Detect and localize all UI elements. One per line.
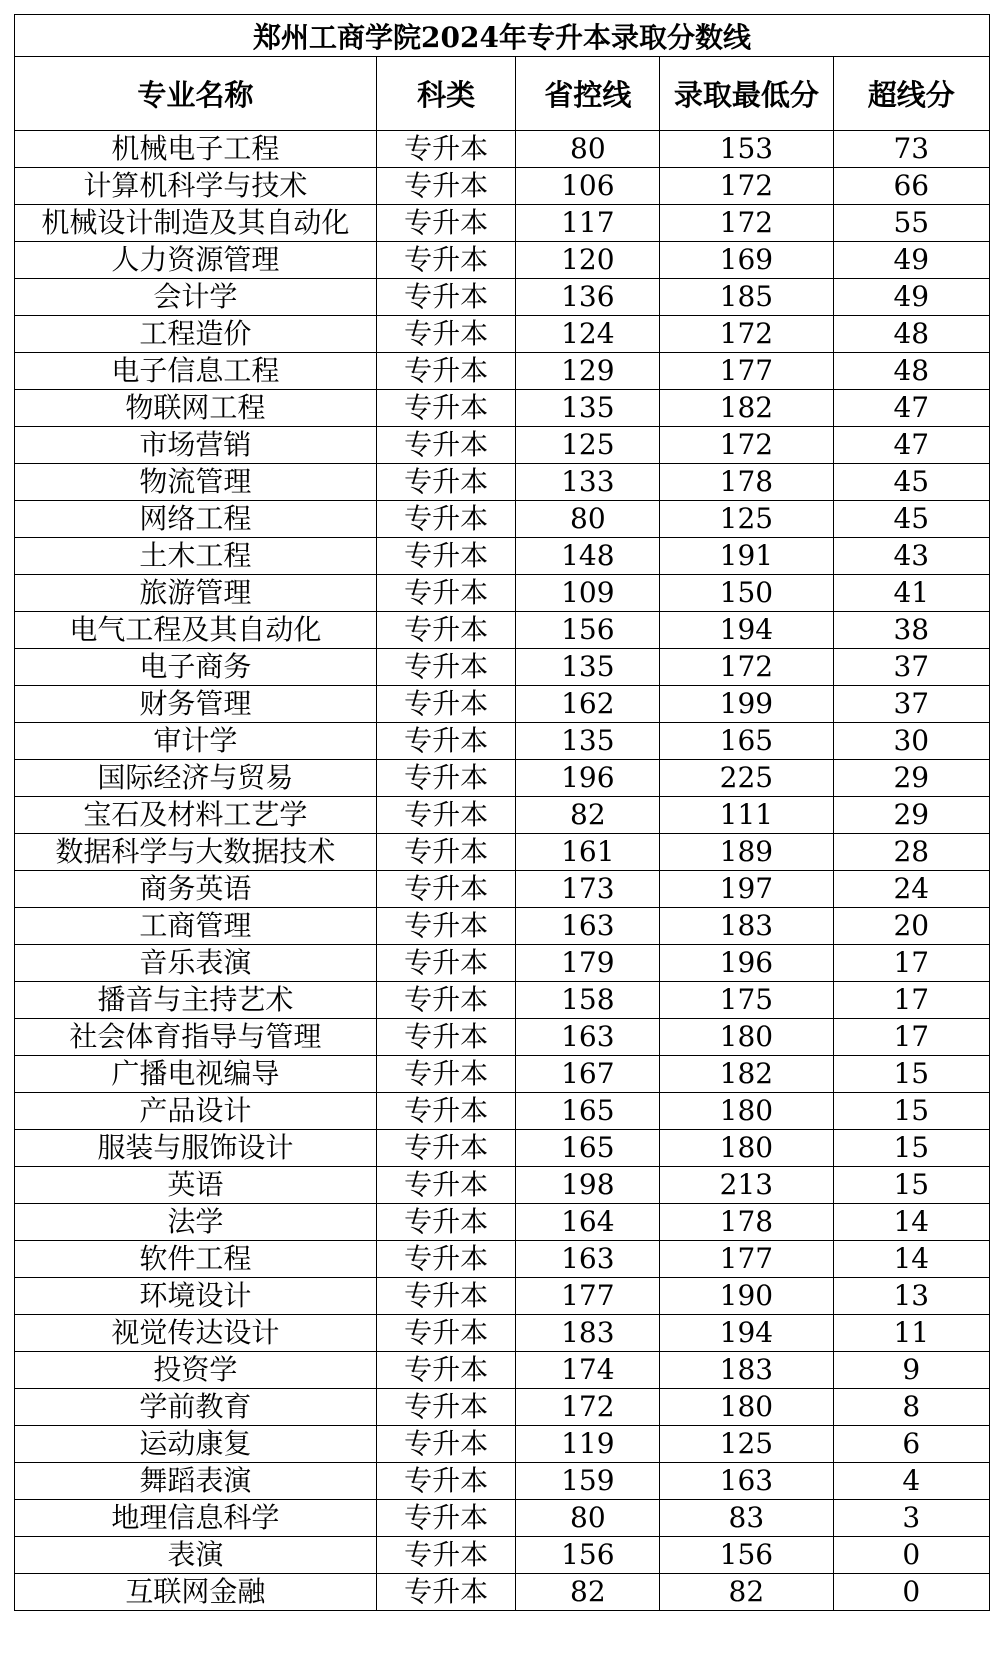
cell-major-name: 表演 <box>15 1537 377 1574</box>
cell-control-line: 136 <box>516 279 660 316</box>
cell-category: 专升本 <box>376 1167 516 1204</box>
table-row <box>15 686 990 723</box>
table-row <box>15 427 990 464</box>
cell-min-score: 177 <box>660 1241 833 1278</box>
cell-over-score: 24 <box>833 871 989 908</box>
cell-category: 专升本 <box>376 205 516 242</box>
cell-control-line: 173 <box>516 871 660 908</box>
table-row <box>15 1426 990 1463</box>
cell-over-score: 15 <box>833 1167 989 1204</box>
table-row <box>15 760 990 797</box>
cell-category: 专升本 <box>376 1574 516 1611</box>
cell-min-score: 178 <box>660 1204 833 1241</box>
cell-category: 专升本 <box>376 1389 516 1426</box>
cell-major-name: 市场营销 <box>15 427 377 464</box>
cell-major-name: 人力资源管理 <box>15 242 377 279</box>
table-row <box>15 538 990 575</box>
cell-category: 专升本 <box>376 1241 516 1278</box>
cell-major-name: 广播电视编导 <box>15 1056 377 1093</box>
header-min-score: 录取最低分 <box>660 57 833 131</box>
cell-control-line: 163 <box>516 1241 660 1278</box>
cell-control-line: 164 <box>516 1204 660 1241</box>
table-row <box>15 1463 990 1500</box>
table-row <box>15 1278 990 1315</box>
cell-over-score: 38 <box>833 612 989 649</box>
cell-category: 专升本 <box>376 723 516 760</box>
cell-min-score: 197 <box>660 871 833 908</box>
cell-over-score: 11 <box>833 1315 989 1352</box>
table-row <box>15 168 990 205</box>
table-row <box>15 1389 990 1426</box>
table-body <box>15 15 990 1611</box>
table-row <box>15 1537 990 1574</box>
cell-over-score: 73 <box>833 131 989 168</box>
cell-min-score: 180 <box>660 1093 833 1130</box>
cell-category: 专升本 <box>376 1056 516 1093</box>
cell-major-name: 物流管理 <box>15 464 377 501</box>
cell-control-line: 148 <box>516 538 660 575</box>
cell-major-name: 学前教育 <box>15 1389 377 1426</box>
table-row <box>15 353 990 390</box>
cell-min-score: 185 <box>660 279 833 316</box>
cell-major-name: 法学 <box>15 1204 377 1241</box>
cell-control-line: 80 <box>516 1500 660 1537</box>
table-row <box>15 908 990 945</box>
cell-min-score: 172 <box>660 168 833 205</box>
cell-major-name: 环境设计 <box>15 1278 377 1315</box>
cell-control-line: 82 <box>516 1574 660 1611</box>
table-row <box>15 612 990 649</box>
table-row <box>15 464 990 501</box>
cell-major-name: 舞蹈表演 <box>15 1463 377 1500</box>
cell-major-name: 机械电子工程 <box>15 131 377 168</box>
header-control-line: 省控线 <box>516 57 660 131</box>
header-over-score: 超线分 <box>833 57 989 131</box>
cell-over-score: 47 <box>833 427 989 464</box>
cell-control-line: 172 <box>516 1389 660 1426</box>
cell-major-name: 旅游管理 <box>15 575 377 612</box>
cell-min-score: 183 <box>660 908 833 945</box>
cell-major-name: 电子信息工程 <box>15 353 377 390</box>
cell-category: 专升本 <box>376 168 516 205</box>
title-row <box>15 15 990 57</box>
cell-major-name: 计算机科学与技术 <box>15 168 377 205</box>
cell-major-name: 社会体育指导与管理 <box>15 1019 377 1056</box>
cell-over-score: 17 <box>833 1019 989 1056</box>
cell-control-line: 156 <box>516 1537 660 1574</box>
cell-min-score: 194 <box>660 612 833 649</box>
cell-category: 专升本 <box>376 686 516 723</box>
cell-control-line: 179 <box>516 945 660 982</box>
cell-control-line: 82 <box>516 797 660 834</box>
table-row <box>15 834 990 871</box>
cell-category: 专升本 <box>376 871 516 908</box>
cell-category: 专升本 <box>376 1204 516 1241</box>
cell-category: 专升本 <box>376 279 516 316</box>
cell-control-line: 196 <box>516 760 660 797</box>
cell-min-score: 189 <box>660 834 833 871</box>
cell-control-line: 80 <box>516 501 660 538</box>
cell-min-score: 180 <box>660 1019 833 1056</box>
cell-category: 专升本 <box>376 1130 516 1167</box>
cell-category: 专升本 <box>376 464 516 501</box>
cell-category: 专升本 <box>376 834 516 871</box>
cell-control-line: 163 <box>516 1019 660 1056</box>
table-row <box>15 1204 990 1241</box>
cell-major-name: 地理信息科学 <box>15 1500 377 1537</box>
cell-control-line: 162 <box>516 686 660 723</box>
cell-control-line: 133 <box>516 464 660 501</box>
cell-min-score: 213 <box>660 1167 833 1204</box>
cell-major-name: 视觉传达设计 <box>15 1315 377 1352</box>
cell-min-score: 125 <box>660 1426 833 1463</box>
table-row <box>15 1352 990 1389</box>
cell-category: 专升本 <box>376 1019 516 1056</box>
cell-over-score: 15 <box>833 1056 989 1093</box>
header-name: 专业名称 <box>15 57 377 131</box>
cell-min-score: 153 <box>660 131 833 168</box>
cell-over-score: 3 <box>833 1500 989 1537</box>
table-row <box>15 1167 990 1204</box>
table-row <box>15 1056 990 1093</box>
cell-over-score: 6 <box>833 1426 989 1463</box>
cell-major-name: 土木工程 <box>15 538 377 575</box>
table-row <box>15 575 990 612</box>
cell-category: 专升本 <box>376 649 516 686</box>
cell-category: 专升本 <box>376 353 516 390</box>
cell-over-score: 48 <box>833 316 989 353</box>
cell-over-score: 43 <box>833 538 989 575</box>
cell-major-name: 机械设计制造及其自动化 <box>15 205 377 242</box>
table-row <box>15 1500 990 1537</box>
table-row <box>15 242 990 279</box>
cell-min-score: 180 <box>660 1130 833 1167</box>
table-row <box>15 205 990 242</box>
cell-category: 专升本 <box>376 982 516 1019</box>
cell-control-line: 135 <box>516 723 660 760</box>
cell-over-score: 20 <box>833 908 989 945</box>
cell-category: 专升本 <box>376 908 516 945</box>
cell-category: 专升本 <box>376 945 516 982</box>
header-row <box>15 57 990 131</box>
cell-over-score: 17 <box>833 945 989 982</box>
cell-control-line: 124 <box>516 316 660 353</box>
cell-control-line: 135 <box>516 649 660 686</box>
cell-control-line: 198 <box>516 1167 660 1204</box>
cell-min-score: 156 <box>660 1537 833 1574</box>
cell-min-score: 175 <box>660 982 833 1019</box>
cell-major-name: 工程造价 <box>15 316 377 353</box>
table-row <box>15 1093 990 1130</box>
cell-over-score: 13 <box>833 1278 989 1315</box>
cell-min-score: 190 <box>660 1278 833 1315</box>
cell-over-score: 29 <box>833 760 989 797</box>
table-row <box>15 1574 990 1611</box>
cell-major-name: 商务英语 <box>15 871 377 908</box>
cell-category: 专升本 <box>376 575 516 612</box>
cell-over-score: 9 <box>833 1352 989 1389</box>
cell-major-name: 会计学 <box>15 279 377 316</box>
cell-category: 专升本 <box>376 1315 516 1352</box>
cell-min-score: 182 <box>660 1056 833 1093</box>
cell-min-score: 165 <box>660 723 833 760</box>
cell-over-score: 8 <box>833 1389 989 1426</box>
table-row <box>15 131 990 168</box>
cell-category: 专升本 <box>376 1500 516 1537</box>
table-row <box>15 982 990 1019</box>
table-row <box>15 1130 990 1167</box>
table-row <box>15 1241 990 1278</box>
cell-control-line: 163 <box>516 908 660 945</box>
cell-min-score: 183 <box>660 1352 833 1389</box>
cell-over-score: 28 <box>833 834 989 871</box>
cell-major-name: 财务管理 <box>15 686 377 723</box>
table-row <box>15 316 990 353</box>
cell-control-line: 156 <box>516 612 660 649</box>
cell-category: 专升本 <box>376 316 516 353</box>
cell-control-line: 177 <box>516 1278 660 1315</box>
cell-over-score: 45 <box>833 464 989 501</box>
cell-major-name: 国际经济与贸易 <box>15 760 377 797</box>
cell-over-score: 48 <box>833 353 989 390</box>
cell-control-line: 117 <box>516 205 660 242</box>
cell-min-score: 163 <box>660 1463 833 1500</box>
cell-control-line: 125 <box>516 427 660 464</box>
cell-category: 专升本 <box>376 612 516 649</box>
cell-control-line: 174 <box>516 1352 660 1389</box>
table-title: 郑州工商学院2024年专升本录取分数线 <box>15 15 990 57</box>
cell-major-name: 网络工程 <box>15 501 377 538</box>
cell-category: 专升本 <box>376 760 516 797</box>
cell-major-name: 产品设计 <box>15 1093 377 1130</box>
table-row <box>15 871 990 908</box>
cell-control-line: 109 <box>516 575 660 612</box>
cell-min-score: 177 <box>660 353 833 390</box>
cell-min-score: 172 <box>660 316 833 353</box>
cell-over-score: 30 <box>833 723 989 760</box>
cell-major-name: 数据科学与大数据技术 <box>15 834 377 871</box>
cell-category: 专升本 <box>376 538 516 575</box>
cell-min-score: 172 <box>660 649 833 686</box>
cell-control-line: 159 <box>516 1463 660 1500</box>
cell-over-score: 45 <box>833 501 989 538</box>
cell-major-name: 音乐表演 <box>15 945 377 982</box>
cell-over-score: 14 <box>833 1241 989 1278</box>
cell-over-score: 55 <box>833 205 989 242</box>
table-row <box>15 390 990 427</box>
cell-over-score: 49 <box>833 242 989 279</box>
cell-control-line: 161 <box>516 834 660 871</box>
cell-control-line: 119 <box>516 1426 660 1463</box>
cell-min-score: 82 <box>660 1574 833 1611</box>
cell-major-name: 播音与主持艺术 <box>15 982 377 1019</box>
cell-major-name: 电子商务 <box>15 649 377 686</box>
cell-control-line: 80 <box>516 131 660 168</box>
cell-over-score: 4 <box>833 1463 989 1500</box>
table-row <box>15 279 990 316</box>
cell-category: 专升本 <box>376 427 516 464</box>
cell-min-score: 180 <box>660 1389 833 1426</box>
cell-control-line: 158 <box>516 982 660 1019</box>
cell-min-score: 111 <box>660 797 833 834</box>
cell-major-name: 英语 <box>15 1167 377 1204</box>
cell-over-score: 37 <box>833 686 989 723</box>
cell-major-name: 工商管理 <box>15 908 377 945</box>
table-row <box>15 945 990 982</box>
cell-major-name: 软件工程 <box>15 1241 377 1278</box>
cell-over-score: 41 <box>833 575 989 612</box>
cell-category: 专升本 <box>376 242 516 279</box>
cell-major-name: 投资学 <box>15 1352 377 1389</box>
cell-over-score: 49 <box>833 279 989 316</box>
cell-major-name: 互联网金融 <box>15 1574 377 1611</box>
cell-min-score: 182 <box>660 390 833 427</box>
cell-min-score: 199 <box>660 686 833 723</box>
table-row <box>15 649 990 686</box>
cell-min-score: 225 <box>660 760 833 797</box>
cell-min-score: 196 <box>660 945 833 982</box>
cell-over-score: 37 <box>833 649 989 686</box>
cell-over-score: 29 <box>833 797 989 834</box>
cell-major-name: 物联网工程 <box>15 390 377 427</box>
cell-category: 专升本 <box>376 1093 516 1130</box>
cell-category: 专升本 <box>376 1537 516 1574</box>
cell-control-line: 106 <box>516 168 660 205</box>
cell-control-line: 165 <box>516 1093 660 1130</box>
cell-over-score: 0 <box>833 1537 989 1574</box>
cell-over-score: 17 <box>833 982 989 1019</box>
cell-major-name: 电气工程及其自动化 <box>15 612 377 649</box>
cell-over-score: 47 <box>833 390 989 427</box>
cell-major-name: 审计学 <box>15 723 377 760</box>
cell-control-line: 167 <box>516 1056 660 1093</box>
cell-category: 专升本 <box>376 501 516 538</box>
cell-over-score: 66 <box>833 168 989 205</box>
cell-min-score: 83 <box>660 1500 833 1537</box>
cell-control-line: 120 <box>516 242 660 279</box>
cell-min-score: 194 <box>660 1315 833 1352</box>
cell-control-line: 135 <box>516 390 660 427</box>
table-row <box>15 501 990 538</box>
cell-category: 专升本 <box>376 797 516 834</box>
cell-category: 专升本 <box>376 1352 516 1389</box>
table-row <box>15 1019 990 1056</box>
cell-min-score: 191 <box>660 538 833 575</box>
table-row <box>15 1315 990 1352</box>
table-row <box>15 723 990 760</box>
cell-major-name: 服装与服饰设计 <box>15 1130 377 1167</box>
cell-min-score: 150 <box>660 575 833 612</box>
cell-over-score: 15 <box>833 1093 989 1130</box>
cell-over-score: 0 <box>833 1574 989 1611</box>
cell-min-score: 178 <box>660 464 833 501</box>
admission-score-table <box>14 14 990 1611</box>
cell-control-line: 129 <box>516 353 660 390</box>
header-type: 科类 <box>376 57 516 131</box>
cell-category: 专升本 <box>376 1426 516 1463</box>
cell-major-name: 运动康复 <box>15 1426 377 1463</box>
cell-category: 专升本 <box>376 1278 516 1315</box>
cell-category: 专升本 <box>376 390 516 427</box>
cell-category: 专升本 <box>376 1463 516 1500</box>
cell-control-line: 183 <box>516 1315 660 1352</box>
cell-control-line: 165 <box>516 1130 660 1167</box>
cell-min-score: 172 <box>660 205 833 242</box>
cell-over-score: 14 <box>833 1204 989 1241</box>
cell-min-score: 169 <box>660 242 833 279</box>
table-row <box>15 797 990 834</box>
cell-over-score: 15 <box>833 1130 989 1167</box>
cell-category: 专升本 <box>376 131 516 168</box>
cell-min-score: 172 <box>660 427 833 464</box>
cell-major-name: 宝石及材料工艺学 <box>15 797 377 834</box>
cell-min-score: 125 <box>660 501 833 538</box>
